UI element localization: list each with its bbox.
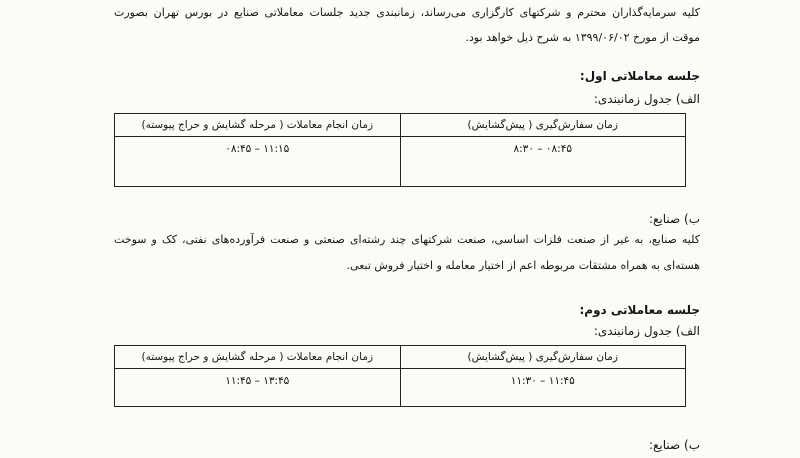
- session-1-industries-line-1: کلیه صنایع، به غیر از صنعت فلزات اساسی، صنعت شرکتهای چند رشته‌ای صنعتی و صنعت فرآورده‌های نفتی، کک و سوخت: [114, 233, 700, 246]
- session-1-industries-title: ب) صنایع:: [648, 212, 700, 226]
- session-1-table-title: الف) جدول زمانبندی:: [593, 92, 700, 106]
- table-header-trade-time: زمان انجام معاملات ( مرحله گشایش و حراج پیوسته): [115, 114, 401, 137]
- session-2-title: جلسه معاملاتی دوم:: [579, 303, 700, 317]
- intro-line-2: موقت از مورخ ۱۳۹۹/۰۶/۰۲ به شرح ذیل خواهد بود.: [465, 31, 700, 44]
- session-2-schedule-table: [114, 345, 686, 407]
- table-cell-order-time: [400, 369, 686, 407]
- session-2-table-title: الف) جدول زمانبندی:: [593, 324, 700, 338]
- session-1-schedule-table: [114, 113, 686, 187]
- session-1-title: جلسه معاملاتی اول:: [579, 69, 700, 83]
- table-header-trade-time: زمان انجام معاملات ( مرحله گشایش و حراج پیوسته): [115, 346, 401, 369]
- session-2-industries-title: ب) صنایع:: [648, 438, 700, 452]
- order-time-value: ۱۱:۳۰ – ۱۱:۴۵: [510, 375, 575, 387]
- order-time-value: ۸:۳۰ – ۰۸:۴۵: [513, 143, 572, 155]
- table-header-order-time: زمان سفارش‌گیری ( پیش‌گشایش): [400, 346, 686, 369]
- trade-time-value: ۰۸:۴۵ – ۱۱:۱۵: [225, 143, 290, 155]
- intro-line-1: کلیه سرمایه‌گذاران محترم و شرکتهای کارگزاری می‌رساند، زمانبندی جدید جلسات معاملاتی صنایع در بورس تهران بصورت: [114, 6, 700, 19]
- trade-time-value: ۱۱:۴۵ – ۱۳:۴۵: [225, 375, 290, 387]
- table-cell-order-time: [400, 137, 686, 187]
- session-1-industries-line-2: هسته‌ای به همراه مشتقات مربوطه اعم از اختیار معامله و اختیار فروش تبعی.: [346, 259, 700, 272]
- table-cell-trade-time: [115, 137, 401, 187]
- table-cell-trade-time: [115, 369, 401, 407]
- table-header-order-time: زمان سفارش‌گیری ( پیش‌گشایش): [400, 114, 686, 137]
